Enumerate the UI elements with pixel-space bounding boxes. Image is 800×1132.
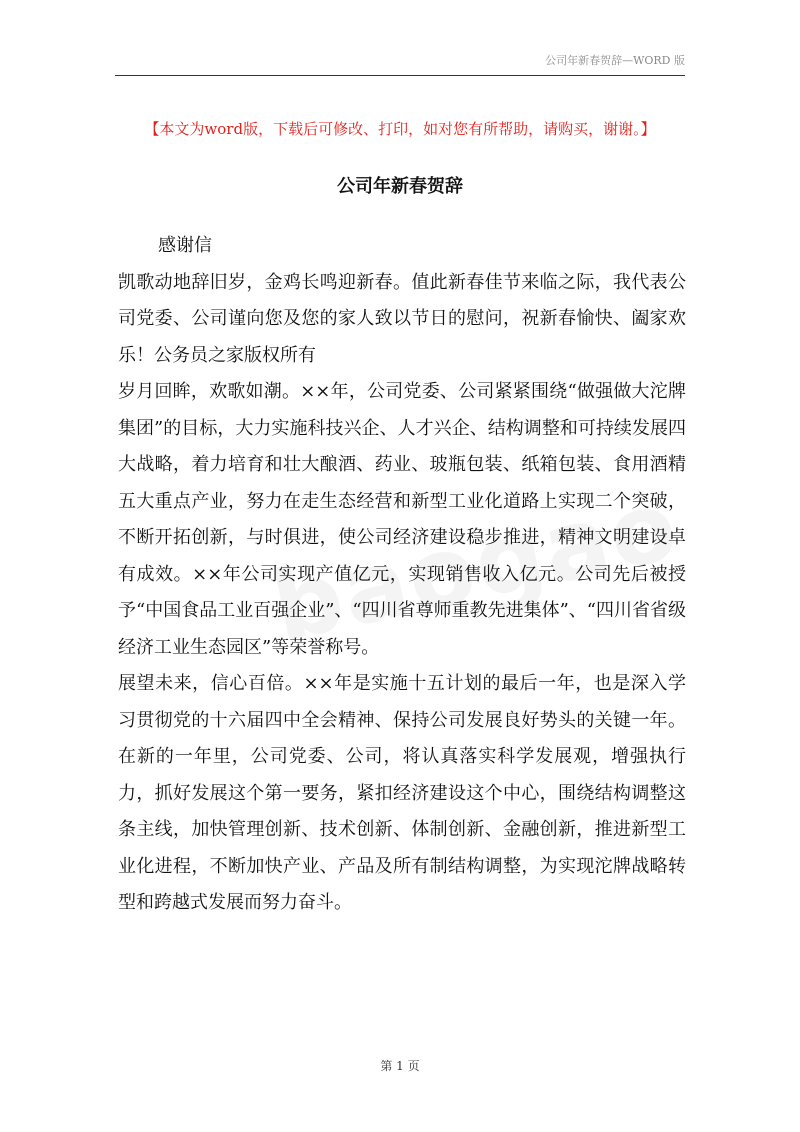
page-header: 公司年新春贺辞—WORD 版 <box>545 54 685 67</box>
paragraph-outlook: 展望未来，信心百倍。××年是实施十五计划的最后一年，也是深入学习贯彻党的十六届四中全会精神、保持公司发展良好势头的关键一年。在新的一年里，公司党委、公司，将认真落实科学发展观，增强执行力，抓好发展这个第一要务，紧扣经济建设这个中心，围绕结构调整这条主线，加快管理创新、技术创新、体制创新、金融创新，推进新型工业化进程，不断加快产业、产品及所有制结构调整，为实现沱牌战略转型和跨越式发展而努力奋斗。 <box>118 673 686 913</box>
document-title: 公司年新春贺辞 <box>337 176 463 197</box>
salutation: 感谢信 <box>158 235 212 256</box>
purchase-notice: 【本文为word版，下载后可修改、打印，如对您有所帮助，请购买，谢谢。】 <box>144 120 656 138</box>
paragraph-review: 岁月回眸，欢歌如潮。××年，公司党委、公司紧紧围绕“做强做大沱牌集团”的目标，大力实施科技兴企、人才兴企、结构调整和可持续发展四大战略，着力培育和壮大酿酒、药业、玻瓶包装、纸箱包装、食用酒精五大重点产业，努力在走生态经营和新型工业化道路上实现二个突破，不断开拓创新，与时俱进，使公司经济建设稳步推进，精神文明建设卓有成效。××年公司实现产值亿元，实现销售收入亿元。公司先后被授予“中国食品工业百强企业”、“四川省尊师重教先进集体”、“四川省省级经济工业生态园区”等荣誉称号。 <box>118 381 687 658</box>
page-number: 第 1 页 <box>380 1059 420 1073</box>
paragraph-greeting: 凯歌动地辞旧岁，金鸡长鸣迎新春。值此新春佳节来临之际，我代表公司党委、公司谨向您及您的家人致以节日的慰问，祝新春愉快、阖家欢乐！公务员之家版权所有 <box>118 271 686 366</box>
header-divider <box>115 75 685 76</box>
document-body <box>118 228 686 922</box>
